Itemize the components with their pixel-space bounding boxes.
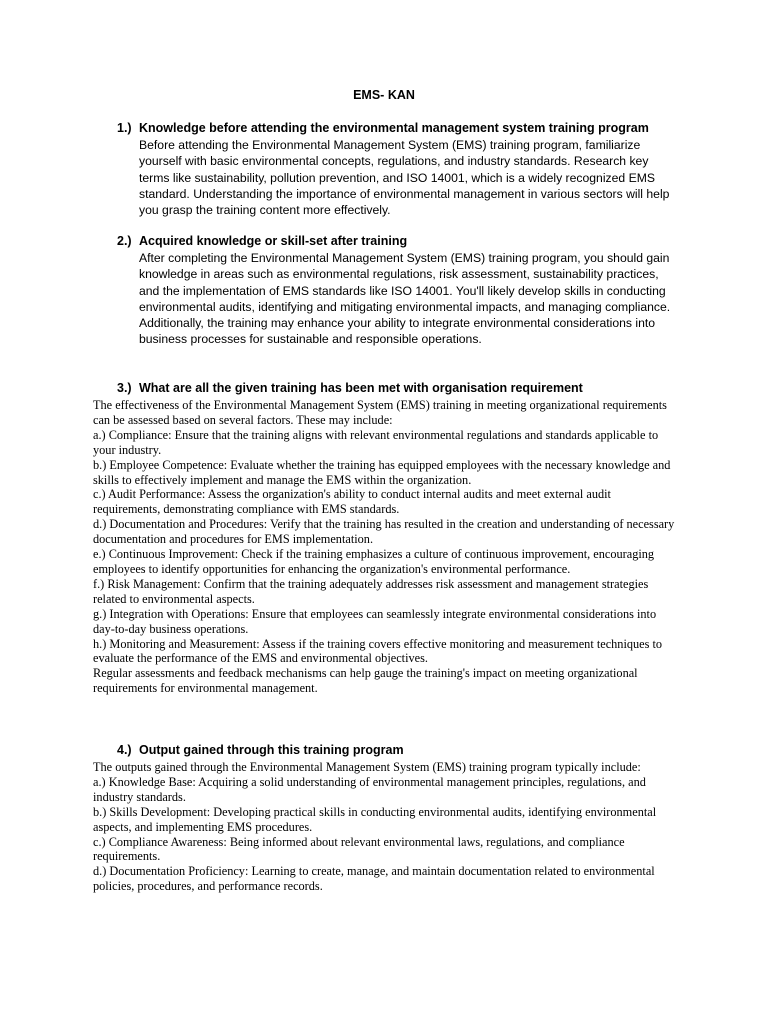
section-3-heading <box>117 381 583 395</box>
section-3-item-f: f.) Risk Management: Confirm that the training adequately addresses risk assessment and management strategies related to environmental aspects. <box>93 576 649 606</box>
section-3-item-b: b.) Employee Competence: Evaluate whether the training has equipped employees with the necessary knowledge and skills to effectively implement and manage the EMS within the organization. <box>93 457 671 487</box>
section-4-item-c: c.) Compliance Awareness: Being informed about relevant environmental laws, regulations, and compliance requirements. <box>93 834 625 864</box>
section-3-intro: The effectiveness of the Environmental Management System (EMS) training in meeting organizational requirements can be assessed based on several factors. These may include: <box>93 398 667 427</box>
section-2-heading <box>117 234 407 248</box>
section-2-number: 2.) <box>117 234 132 248</box>
section-1-number: 1.) <box>117 121 132 135</box>
section-3-item-d: d.) Documentation and Procedures: Verify that the training has resulted in the creation and understanding of necessary documentation and procedures for EMS implementation. <box>93 517 675 547</box>
section-2-title: Acquired knowledge or skill-set after training <box>139 234 408 248</box>
section-4-body <box>93 760 678 894</box>
section-4-item-d: d.) Documentation Proficiency: Learning to create, manage, and maintain documentation related to environmental policies, procedures, and performance records. <box>93 864 655 894</box>
section-3-item-c: c.) Audit Performance: Assess the organization's ability to conduct internal audits and meet external audit requirements, demonstrating compliance with EMS standards. <box>93 487 611 517</box>
section-2-body: After completing the Environmental Management System (EMS) training program, you should gain knowledge in areas such as environmental regulations, risk assessment, sustainability practices, and the implementation of EMS standards like ISO 14001. You'll likely develop skills in conducting environmental audits, identifying and mitigating environmental impacts, and managing compliance. Additionally, the training may enhance your ability to integrate environmental considerations into business processes for sustainable and responsible operations. <box>139 251 671 347</box>
section-3-body <box>93 398 678 696</box>
section-4-number: 4.) <box>117 743 132 757</box>
section-4-item-a: a.) Knowledge Base: Acquiring a solid understanding of environmental management principles, regulations, and industry standards. <box>93 774 646 804</box>
document-title: EMS- KAN <box>353 88 415 102</box>
section-4-title: Output gained through this training program <box>139 743 404 757</box>
section-1-title: Knowledge before attending the environmental management system training program <box>139 121 649 135</box>
section-3-item-e: e.) Continuous Improvement: Check if the training emphasizes a culture of continuous improvement, encouraging employees to identify opportunities for enhancing the organization's environmental performance. <box>93 547 655 576</box>
section-4-heading <box>117 743 404 757</box>
section-1-heading <box>117 121 649 135</box>
section-3-closing: Regular assessments and feedback mechanisms can help gauge the training's impact on meeting organizational requirements for environmental management. <box>93 666 638 696</box>
section-3-title: What are all the given training has been met with organisation requirement <box>139 381 583 395</box>
section-3-item-g: g.) Integration with Operations: Ensure that employees can seamlessly integrate environmental considerations into day-to-day business operations. <box>93 606 657 636</box>
section-1-body: Before attending the Environmental Management System (EMS) training program, familiarize yourself with basic environmental concepts, regulations, and industry standards. Research key terms like sustainability, pollution prevention, and ISO 14001, which is a widely recognized EMS standard. Understanding the importance of environmental management in various sectors will help you grasp the training content more effectively. <box>139 138 670 218</box>
section-3-number: 3.) <box>117 381 132 395</box>
section-4-intro: The outputs gained through the Environmental Management System (EMS) training program typically include: <box>93 760 641 774</box>
section-3-item-a: a.) Compliance: Ensure that the training aligns with relevant environmental regulations and standards applicable to your industry. <box>93 427 659 457</box>
section-4-item-b: b.) Skills Development: Developing practical skills in conducting environmental audits, identifying environmental aspects, and implementing EMS procedures. <box>93 804 657 834</box>
section-3-item-h: h.) Monitoring and Measurement: Assess if the training covers effective monitoring and measurement techniques to evaluate the performance of the EMS and environmental objectives. <box>93 636 663 666</box>
